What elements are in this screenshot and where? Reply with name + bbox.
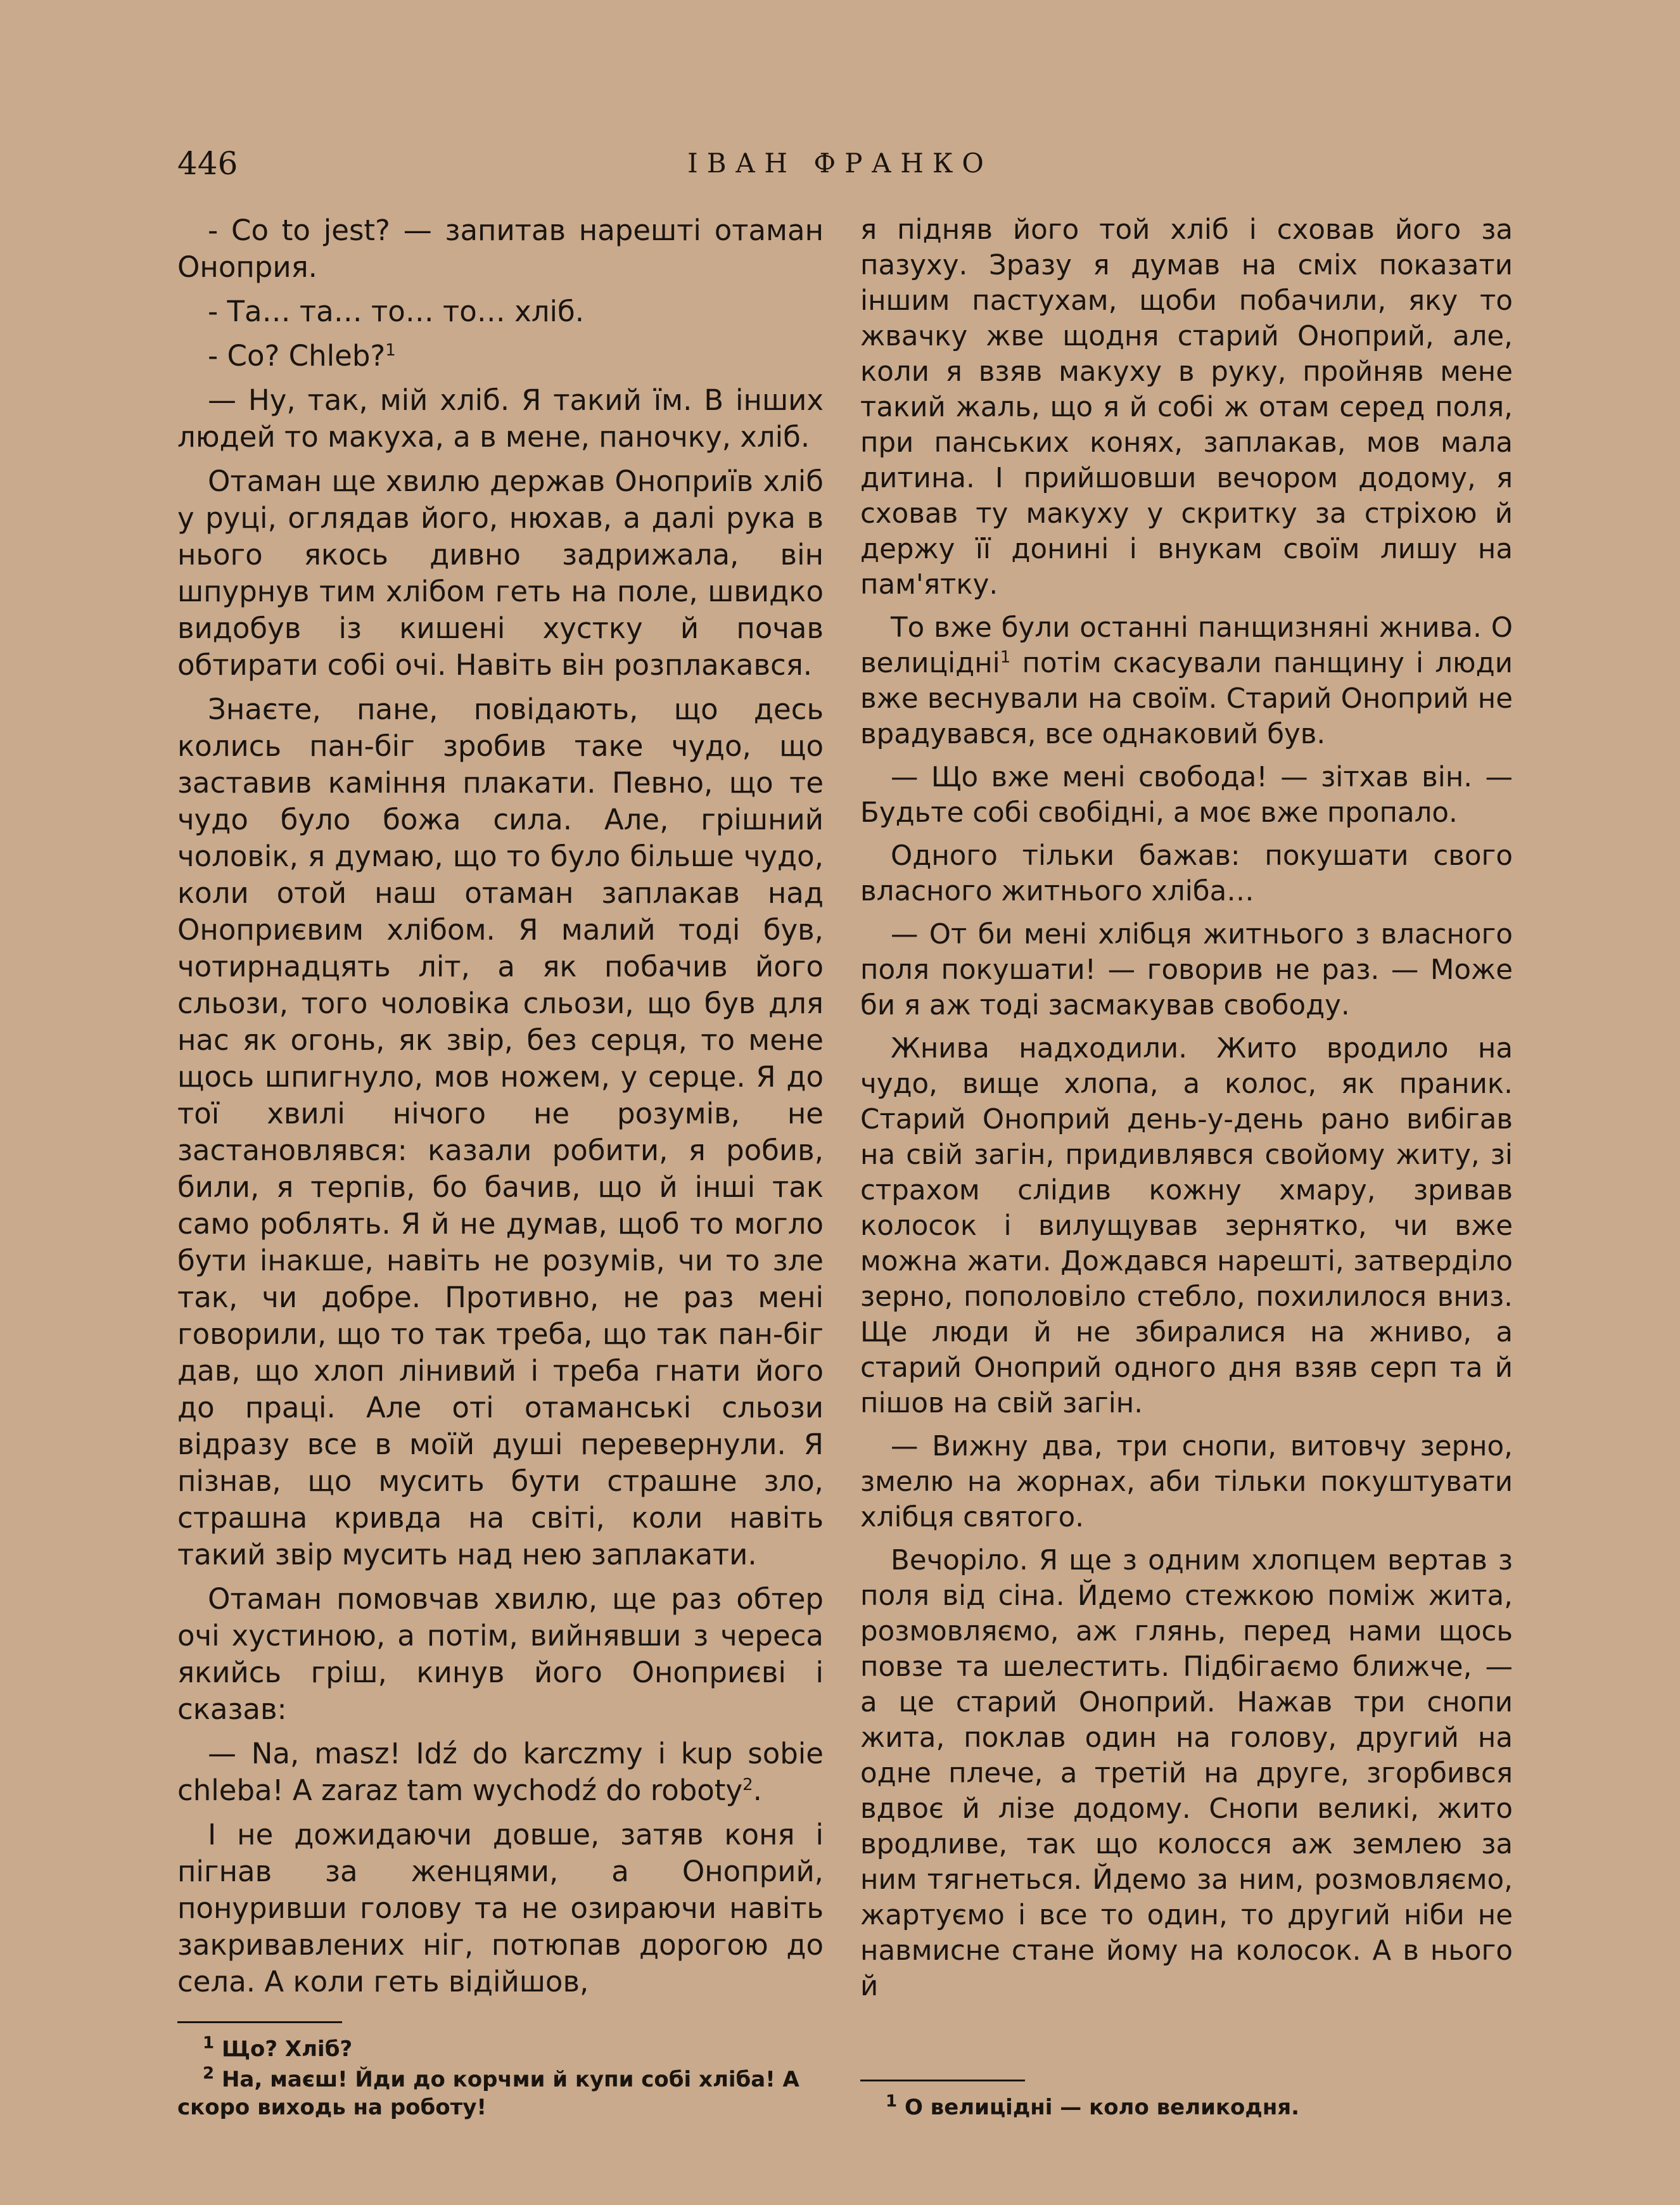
paragraph	[860, 917, 1513, 1023]
paragraph-text: Отаман ще хвилю держав Оноприїв хліб у руці, оглядав його, нюхав, а далі рука в нього якось дивно задрижала, він шпурнув тим хлібом геть на поле, швидко видобув із кишені хустку й почав обтирати собі очі. Навіть він розплакався.	[177, 464, 824, 682]
page-number: 446	[177, 145, 238, 182]
paragraph-text: Отаман помовчав хвилю, ще раз обтер очі хустиною, а потім, вийнявши з череса якийсь гріш, кинув його Оноприєві і сказав:	[177, 1582, 824, 1726]
paragraph	[177, 382, 824, 456]
paragraph	[860, 838, 1513, 909]
paragraph	[177, 1817, 824, 2000]
paragraph	[177, 1735, 824, 1809]
footnote-mark: 2	[203, 2064, 215, 2083]
paragraph-text: Знаєте, пане, повідають, що десь колись пан-біг зробив таке чудо, що заставив каміння плакати. Певно, що те чудо було божа сила. Але, грішний чоловік, я думаю, що то було більше чудо, коли отой наш отаман заплакав над Оноприєвим хлібом. Я малий тоді був, чотирнадцять літ, а як побачив його сльози, того чоловіка сльози, що був для нас як огонь, як звір, без серця, то мене щось шпигнуло, мов ножем, у серце. Я до тої хвилі нічого не розумів, не застановлявся: казали робити, я робив, били, я терпів, бо бачив, що й інші так само роблять. Я й не думав, щоб то могло бути інакше, навіть не розумів, чи то зле так, чи добре. Противно, не раз мені говорили, що то так треба, що так пан-біг дав, що хлоп лінивий і треба гнати його до праці. Але оті отаманські сльози відразу все в моїй душі перевернули. Я пізнав, що мусить бути страшне зло, страшна кривда на світі, коли навіть такий звір мусить над нею заплакати.	[177, 693, 824, 1571]
footnote-text: На, маєш! Йди до корчми й купи собі хліба! А скоро виходь на роботу!	[177, 2067, 799, 2120]
footnotes-left	[177, 2035, 824, 2124]
footnote	[177, 2035, 824, 2063]
footnote-rule-left	[177, 2021, 342, 2023]
footnote-ref: 2	[742, 1775, 753, 1794]
footnote-rule-right	[860, 2080, 1025, 2081]
paragraph-text: — От би мені хлібця житнього з власного поля покушати! — говорив не раз. — Може би я аж тоді засмакував свободу.	[860, 919, 1513, 1021]
running-title: ІВАН ФРАНКО	[687, 148, 993, 179]
paragraph-text: — Вижну два, три снопи, витовчу зерно, змелю на жорнах, аби тільки покуштувати хлібця святого.	[860, 1431, 1513, 1533]
paragraph	[860, 1543, 1513, 2004]
paragraph-text: я підняв його той хліб і сховав його за пазуху. Зразу я думав на сміх показати іншим пастухам, щоби побачили, яку то жвачку жве щодня старий Оноприй, але, коли я взяв макуху в руку, пройняв мене такий жаль, що я й собі ж отам серед поля, при панських конях, заплакав, мов мала дитина. І прийшовши вечором додому, я сховав ту макуху у скритку за стріхою й держу її донині і внукам своїм лишу на пам'ятку.	[860, 214, 1513, 601]
paragraph	[860, 212, 1513, 603]
paragraph	[177, 293, 824, 330]
paragraph-text: І не дожидаючи довше, затяв коня і пігнав за женцями, а Оноприй, понуривши голову та не озираючи навіть закривавлених ніг, потюпав дорогою до села. А коли геть відійшов,	[177, 1818, 824, 1998]
paragraph-text: - Co to jest? — запитав нарешті отаман Оноприя.	[177, 214, 824, 284]
paragraph	[177, 1581, 824, 1728]
paragraph-text: — Що вже мені свобода! — зітхав він. — Будьте собі свобідні, а моє вже пропало.	[860, 762, 1513, 829]
footnote-ref: 1	[1000, 648, 1011, 667]
paragraph	[860, 610, 1513, 752]
paragraph	[860, 1429, 1513, 1535]
paragraph-text: Вечоріло. Я ще з одним хлопцем вертав з поля від сіна. Йдемо стежкою поміж жита, розмовляємо, аж глянь, перед нами щось повзе та шелестить. Підбігаємо ближче, — а це старий Оноприй. Нажав три снопи жита, поклав один на голову, другий на одне плече, а третій на друге, згорбився вдвоє й лізе додому. Снопи великі, жито вродливе, так що колосся аж землею за ним тягнеться. Йдемо за ним, розмовляємо, жартуємо і все то один, то другий ніби не навмисне стане йому на колосок. А в нього й	[860, 1545, 1513, 2002]
paragraph-text: - Та… та… то… то… хліб.	[208, 295, 585, 328]
footnote	[177, 2066, 824, 2121]
paragraph-tail: .	[753, 1774, 762, 1807]
paragraph	[177, 463, 824, 684]
paragraph	[177, 338, 824, 374]
footnote	[860, 2093, 1513, 2121]
footnote-mark: 1	[203, 2033, 215, 2053]
paragraph-text: Жнива надходили. Жито вродило на чудо, вище хлопа, а колос, як праник. Старий Оноприй день-у-день рано вибігав на свій загін, придивлявся свойому житу, зі страхом слідив кожну хмару, зривав колосок і вилущував зернятко, чи вже можна жати. Дождався нарешті, затверділо зерно, пополовіло стебло, похилилося вниз. Ще люди й не збиралися на жниво, а старий Оноприй одного дня взяв серп та й пішов на свій загін.	[860, 1033, 1513, 1419]
paragraph	[177, 691, 824, 1573]
paragraph-text: — Ну, так, мій хліб. Я такий їм. В інших людей то макуха, а в мене, паночку, хліб.	[177, 383, 824, 454]
paragraph-text: - Co? Chleb?	[208, 339, 386, 373]
footnote-text: Що? Хліб?	[221, 2036, 353, 2062]
right-column	[860, 212, 1513, 2012]
footnote-mark: 1	[886, 2092, 898, 2111]
paragraph-text: — Na, masz! Idź do karczmy i kup sobie chleba! A zaraz tam wychodź do roboty	[177, 1737, 824, 1807]
paragraph	[177, 212, 824, 286]
left-column	[177, 212, 824, 2008]
paragraph	[860, 760, 1513, 831]
footnotes-right	[860, 2093, 1513, 2124]
paragraph-text: Одного тільки бажав: покушати свого власного житнього хліба…	[860, 840, 1513, 907]
paragraph-tail: потім скасували панщину і люди вже веснували на своїм. Старий Оноприй не врадувався, все однаковий був.	[860, 648, 1513, 750]
footnote-ref: 1	[385, 341, 396, 360]
page-header	[0, 144, 1680, 182]
paragraph	[860, 1031, 1513, 1421]
footnote-text: О велицідні — коло великодня.	[904, 2095, 1300, 2120]
paragraph-text: То вже були останні панщизняні жнива. О велицідні	[860, 612, 1513, 679]
